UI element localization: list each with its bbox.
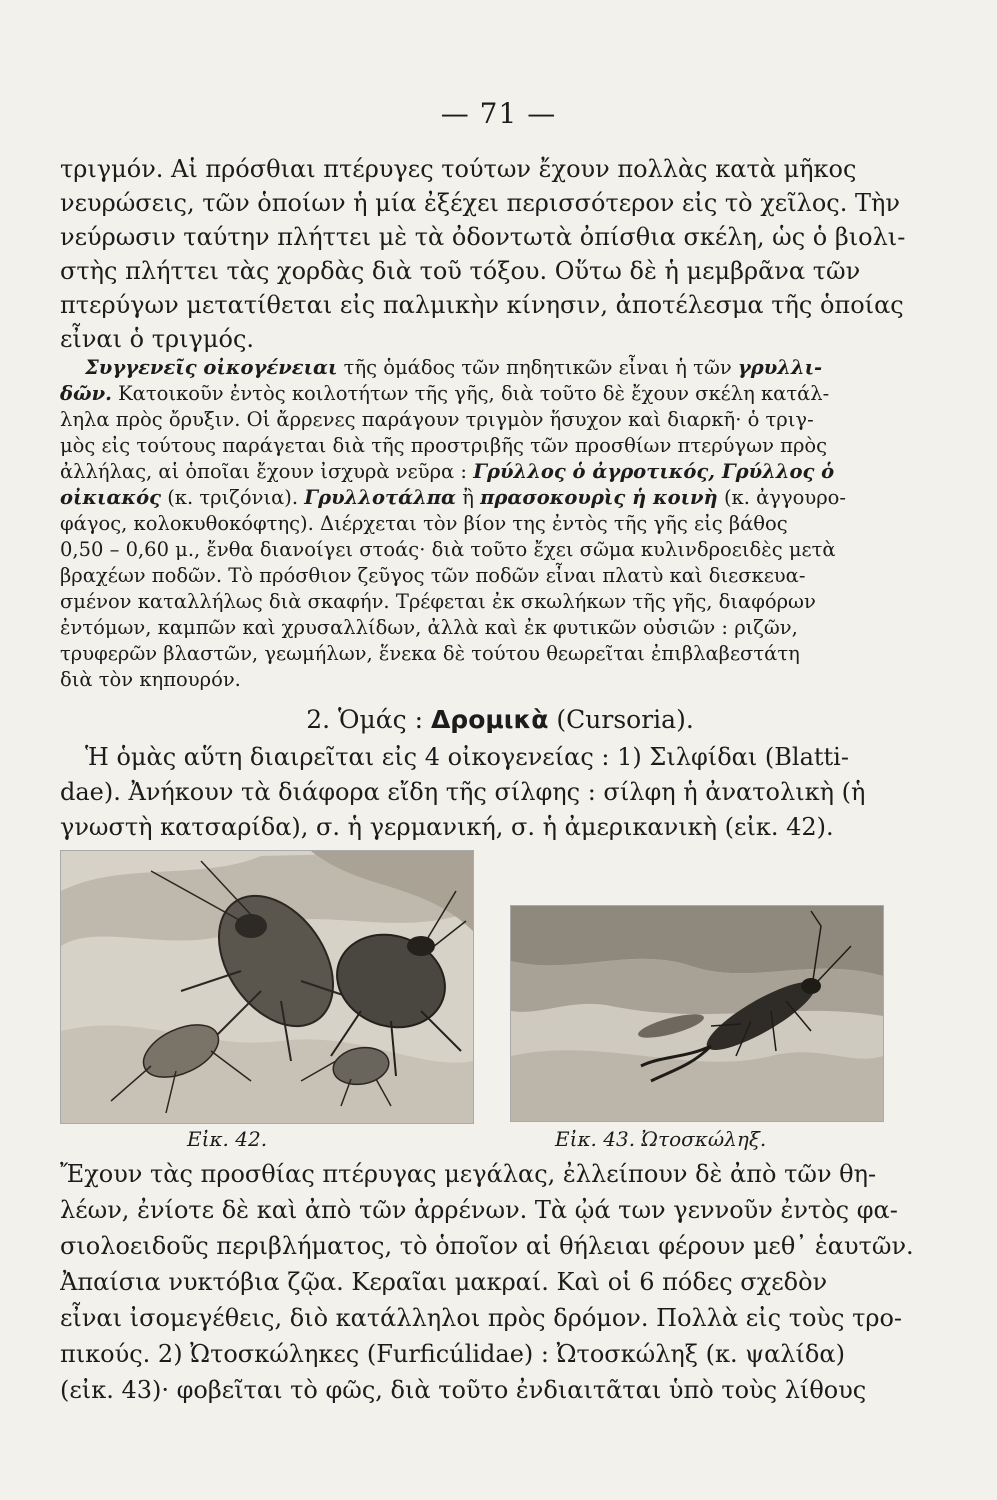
text-span: ἢ <box>456 486 481 509</box>
text-line: γνωστὴ κατσαρίδα), σ. ἡ γερμανική, σ. ἡ ἀμερικανικὴ (εἰκ. 42). <box>60 813 834 841</box>
italic-term: Γρυλλοτάλπα <box>304 486 457 509</box>
figure-42-caption: Εἰκ. 42. <box>187 1127 268 1151</box>
italic-term: πρασοκουρὶς ἡ κοινὴ <box>480 486 718 509</box>
text-line: λέων, ἐνίοτε δὲ καὶ ἀπὸ τῶν ἀρρένων. Τὰ ᾠά των γεννοῦν ἐντὸς φα- <box>60 1196 898 1224</box>
text-line: dae). Ἀνήκουν τὰ διάφορα εἴδη τῆς σίλφης : σίλφη ἡ ἀνατολικὴ (ἡ <box>60 778 866 806</box>
italic-term: Γρύλλος ὁ ἀγροτικός, Γρύλλος ὁ <box>473 460 835 483</box>
italic-term: δῶν. <box>60 382 112 405</box>
text-line: σιολοειδοῦς περιβλήματος, τὸ ὁποῖον αἱ θήλειαι φέρουν μεθ᾽ ἑαυτῶν. <box>60 1232 914 1260</box>
text-line: νεύρωσιν ταύτην πλήττει μὲ τὰ ὀδοντωτὰ ὀπίσθια σκέλη, ὡς ὁ βιολι- <box>60 223 906 251</box>
text-line: ἐντόμων, καμπῶν καὶ χρυσαλλίδων, ἀλλὰ καὶ ἐκ φυτικῶν οὐσιῶν : ριζῶν, <box>60 616 798 639</box>
text-line: νευρώσεις, τῶν ὁποίων ἡ μία ἐξέχει περισσότερον εἰς τὸ χεῖλος. Τὴν <box>60 189 900 217</box>
heading-prefix: 2. Ὁμάς : <box>306 705 431 734</box>
text-line: πικούς. 2) Ὠτοσκώληκες (Furficúlidae) : Ὠτοσκώληξ (κ. ψαλίδα) <box>60 1340 845 1368</box>
text-line: Ἀπαίσια νυκτόβια ζῷα. Κεραῖαι μακραί. Καὶ οἱ 6 πόδες σχεδὸν <box>60 1268 828 1296</box>
text-span: (κ. ἀγγουρο- <box>717 486 847 509</box>
text-line: (εἰκ. 43)· φοβεῖται τὸ φῶς, διὰ τοῦτο ἐνδιαιτᾶται ὑπὸ τοὺς λίθους <box>60 1376 867 1404</box>
text-line: μὸς εἰς τούτους παράγεται διὰ τῆς προστριβῆς τῶν προσθίων πτερύγων πρὸς <box>60 434 828 457</box>
italic-term: γρυλλι- <box>737 356 823 379</box>
text-line: Ἡ ὁμὰς αὕτη διαιρεῖται εἰς 4 οἰκογενείας : 1) Σιλφίδαι (Blatti- <box>85 743 849 771</box>
text-line <box>60 380 940 407</box>
text-line <box>60 484 940 511</box>
text-line: εἶναι ὁ τριγμός. <box>60 325 255 353</box>
text-line: ληλα πρὸς ὄρυξιν. Οἱ ἄρρενες παράγουν τριγμὸν ἥσυχον καὶ διαρκῆ· ὁ τριγ- <box>60 408 814 431</box>
text-line: πτερύγων μετατίθεται εἰς παλμικὴν κίνησιν, ἀποτέλεσμα τῆς ὁποίας <box>60 291 904 319</box>
text-line: βραχέων ποδῶν. Τὸ πρόσθιον ζεῦγος τῶν ποδῶν εἶναι πλατὺ καὶ διεσκευα- <box>60 564 806 587</box>
figure-43-caption: Εἰκ. 43. Ὠτοσκώληξ. <box>555 1127 767 1151</box>
text-line: τριγμόν. Αἱ πρόσθιαι πτέρυγες τούτων ἔχουν πολλὰς κατὰ μῆκος <box>60 155 857 183</box>
text-line <box>60 458 940 485</box>
text-span: ἀλλήλας, αἱ ὁποῖαι ἔχουν ἰσχυρὰ νεῦρα : <box>60 460 474 483</box>
text-span: Κατοικοῦν ἐντὸς κοιλοτήτων τῆς γῆς, διὰ τοῦτο δὲ ἔχουν σκέλη κατάλ- <box>111 382 830 405</box>
heading-bold: Δρομικὰ <box>430 705 549 734</box>
text-line: τρυφερῶν βλαστῶν, γεωμήλων, ἕνεκα δὲ τούτου θεωρεῖται ἐπιβλαβεστάτη <box>60 642 800 665</box>
text-line: εἶναι ἰσομεγέθεις, διὸ κατάλληλοι πρὸς δρόμον. Πολλὰ εἰς τοὺς τρο- <box>60 1304 903 1332</box>
section-heading <box>60 705 940 734</box>
figure-42-cockroaches <box>60 850 474 1124</box>
text-line <box>85 354 940 381</box>
italic-term: οἰκιακός <box>60 486 161 509</box>
text-line: στὴς πλήττει τὰς χορδὰς διὰ τοῦ τόξου. Οὕτω δὲ ἡ μεμβρᾶνα τῶν <box>60 257 861 285</box>
italic-term: Συγγενεῖς οἰκογένειαι <box>85 356 338 379</box>
text-line: σμένον καταλλήλως διὰ σκαφήν. Τρέφεται ἐκ σκωλήκων τῆς γῆς, διαφόρων <box>60 590 816 613</box>
text-line: φάγος, κολοκυθοκόφτης). Διέρχεται τὸν βίον της ἐντὸς τῆς γῆς εἰς βάθος <box>60 512 788 535</box>
text-line: Ἔχουν τὰς προσθίας πτέρυγας μεγάλας, ἐλλείπουν δὲ ἀπὸ τῶν θη- <box>60 1160 877 1188</box>
page-number: — 71 — <box>440 97 557 130</box>
cockroach-illustration <box>61 851 473 1123</box>
text-span: τῆς ὁμάδος τῶν πηδητικῶν εἶναι ἡ τῶν <box>337 356 738 379</box>
text-line: 0,50 – 0,60 μ., ἔνθα διανοίγει στοάς· διὰ τοῦτο ἔχει σῶμα κυλινδροειδὲς μετὰ <box>60 538 836 561</box>
earwig-illustration <box>511 906 883 1121</box>
text-span: (κ. τριζόνια). <box>161 486 305 509</box>
figure-43-earwig <box>510 905 884 1122</box>
text-line: διὰ τὸν κηπουρόν. <box>60 668 241 691</box>
heading-suffix: (Cursoria). <box>548 705 694 734</box>
